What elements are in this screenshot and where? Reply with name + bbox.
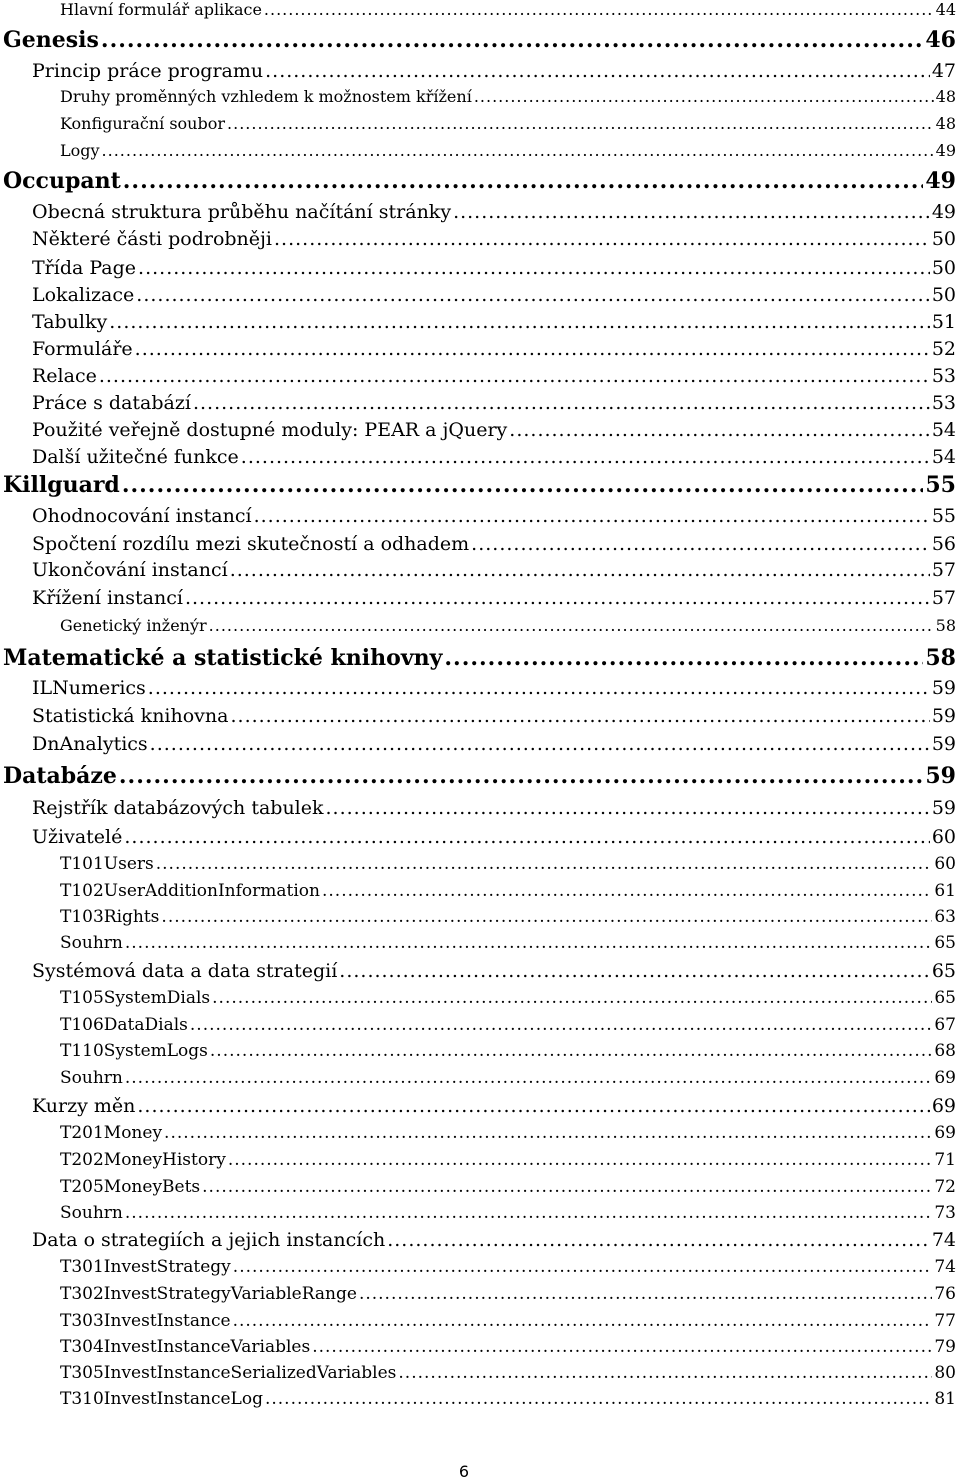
toc-leader-dots: [193, 392, 930, 414]
toc-leader-dots: [124, 826, 929, 848]
toc-entry-page: 59: [925, 763, 956, 789]
toc-entry-page: 58: [935, 616, 956, 635]
toc-leader-dots: [148, 677, 930, 699]
toc-entry-page: 53: [931, 365, 956, 387]
toc-entry[interactable]: [0, 168, 956, 194]
toc-entry[interactable]: [0, 27, 956, 53]
toc-leader-dots: [164, 1123, 932, 1143]
toc-entry-page: 47: [931, 60, 956, 82]
toc-entry[interactable]: [0, 559, 956, 581]
toc-entry[interactable]: [0, 1015, 956, 1035]
toc-entry-page: 51: [931, 311, 956, 333]
toc-entry-title: T301InvestStrategy: [60, 1257, 231, 1277]
toc-entry-title: T310InvestInstanceLog: [60, 1389, 263, 1409]
toc-entry-title: Relace: [32, 365, 97, 387]
toc-entry-page: 58: [925, 645, 956, 671]
toc-entry-title: Princip práce programu: [32, 60, 264, 82]
toc-entry-page: 60: [934, 854, 956, 874]
toc-leader-dots: [210, 1041, 932, 1061]
toc-entry-title: Konfigurační soubor: [60, 114, 226, 133]
toc-entry-page: 59: [931, 733, 956, 755]
toc-entry-title: T102UserAdditionInformation: [60, 881, 320, 901]
toc-entry-title: Data o strategiích a jejich instancích: [32, 1229, 386, 1251]
toc-entry-page: 49: [935, 141, 956, 160]
toc-entry-title: Tabulky: [32, 311, 108, 333]
toc-leader-dots: [135, 338, 930, 360]
toc-entry[interactable]: [0, 60, 956, 82]
toc-leader-dots: [101, 27, 923, 53]
toc-leader-dots: [509, 419, 930, 441]
toc-entry-title: Systémová data a data strategií: [32, 960, 338, 982]
toc-leader-dots: [161, 907, 932, 927]
toc-entry-page: 56: [931, 533, 956, 555]
toc-entry-title: Ukončování instancí: [32, 559, 228, 581]
toc-entry-title: Spočtení rozdílu mezi skutečností a odhadem: [32, 533, 470, 555]
toc-entry-title: Další užitečné funkce: [32, 446, 239, 468]
toc-leader-dots: [254, 505, 930, 527]
toc-entry-page: 50: [931, 257, 956, 279]
toc-entry-page: 69: [931, 1095, 956, 1117]
toc-entry-title: Genetický inženýr: [60, 616, 207, 635]
toc-entry-page: 77: [934, 1311, 956, 1331]
toc-entry-title: Occupant: [3, 168, 121, 194]
toc-entry-title: Killguard: [3, 472, 120, 498]
toc-entry-title: DnAnalytics: [32, 733, 148, 755]
toc-entry[interactable]: [0, 419, 956, 441]
toc-entry-page: 79: [934, 1337, 956, 1357]
toc-entry-page: 50: [931, 284, 956, 306]
toc-entry[interactable]: [0, 854, 956, 874]
toc-entry-page: 48: [935, 114, 956, 133]
toc-entry-title: T201Money: [60, 1123, 163, 1143]
toc-leader-dots: [387, 1229, 930, 1251]
toc-entry-title: Ohodnocování instancí: [32, 505, 252, 527]
toc-entry-page: 72: [934, 1177, 956, 1197]
toc-entry-page: 54: [931, 419, 956, 441]
toc-entry-page: 63: [934, 907, 956, 927]
toc-entry[interactable]: [0, 705, 956, 727]
toc-leader-dots: [99, 365, 930, 387]
toc-entry-title: T110SystemLogs: [60, 1041, 208, 1061]
toc-entry-page: 57: [931, 559, 956, 581]
toc-entry[interactable]: [0, 881, 956, 901]
toc-leader-dots: [137, 1095, 929, 1117]
toc-leader-dots: [228, 1150, 933, 1170]
toc-entry[interactable]: [0, 1150, 956, 1170]
toc-entry[interactable]: [0, 1363, 956, 1383]
toc-entry-title: ILNumerics: [32, 677, 146, 699]
toc-entry-title: Genesis: [3, 27, 99, 53]
toc-leader-dots: [109, 311, 930, 333]
toc-leader-dots: [233, 1311, 933, 1331]
toc-leader-dots: [102, 141, 934, 160]
toc-entry-page: 52: [931, 338, 956, 360]
toc-leader-dots: [359, 1284, 932, 1304]
toc-leader-dots: [264, 0, 934, 19]
toc-entry-page: 44: [935, 0, 956, 19]
toc-entry-title: Kurzy měn: [32, 1095, 136, 1117]
toc-entry[interactable]: [0, 1041, 956, 1061]
toc-entry-page: 73: [934, 1203, 956, 1223]
toc-entry[interactable]: [0, 1177, 956, 1197]
toc-entry-page: 55: [931, 505, 956, 527]
toc-entry-title: T205MoneyBets: [60, 1177, 201, 1197]
toc-entry-title: Uživatelé: [32, 826, 123, 848]
toc-leader-dots: [444, 645, 923, 671]
toc-entry-title: Rejstřík databázových tabulek: [32, 797, 324, 819]
toc-entry[interactable]: [0, 257, 956, 279]
toc-entry[interactable]: [0, 616, 956, 635]
toc-entry-title: T106DataDials: [60, 1015, 188, 1035]
toc-entry[interactable]: [0, 1337, 956, 1357]
toc-entry[interactable]: [0, 0, 956, 19]
toc-entry-page: 53: [931, 392, 956, 414]
toc-entry-page: 55: [925, 472, 956, 498]
toc-entry[interactable]: [0, 1284, 956, 1304]
toc-entry[interactable]: [0, 311, 956, 333]
toc-entry[interactable]: [0, 1068, 956, 1088]
toc-leader-dots: [123, 168, 924, 194]
toc-entry-page: 59: [931, 677, 956, 699]
toc-entry[interactable]: [0, 87, 956, 106]
toc-leader-dots: [212, 988, 932, 1008]
toc-leader-dots: [125, 933, 933, 953]
toc-leader-dots: [326, 797, 930, 819]
toc-entry-page: 76: [934, 1284, 956, 1304]
toc-entry-title: Souhrn: [60, 1203, 123, 1223]
toc-entry-page: 74: [931, 1229, 956, 1251]
toc-entry-page: 67: [934, 1015, 956, 1035]
toc-leader-dots: [265, 60, 930, 82]
toc-entry-title: Křížení instancí: [32, 587, 183, 609]
toc-entry-page: 71: [934, 1150, 956, 1170]
toc-entry-title: Databáze: [3, 763, 117, 789]
toc-entry-page: 81: [934, 1389, 956, 1409]
toc-entry[interactable]: [0, 988, 956, 1008]
toc-entry[interactable]: [0, 201, 956, 223]
toc-leader-dots: [265, 1389, 932, 1409]
toc-leader-dots: [312, 1337, 932, 1357]
toc-leader-dots: [274, 228, 930, 250]
toc-entry[interactable]: [0, 365, 956, 387]
toc-leader-dots: [230, 705, 929, 727]
toc-entry-title: T304InvestInstanceVariables: [60, 1337, 311, 1357]
toc-entry[interactable]: [0, 826, 956, 848]
toc-entry-page: 69: [934, 1068, 956, 1088]
toc-entry[interactable]: [0, 505, 956, 527]
toc-leader-dots: [119, 763, 923, 789]
toc-entry[interactable]: [0, 1311, 956, 1331]
toc-entry-title: T302InvestStrategyVariableRange: [60, 1284, 357, 1304]
toc-entry-title: Druhy proměnných vzhledem k možnostem křížení: [60, 87, 472, 106]
toc-entry-title: Formuláře: [32, 338, 133, 360]
toc-entry-title: T103Rights: [60, 907, 160, 927]
toc-entry-page: 74: [934, 1257, 956, 1277]
toc-leader-dots: [122, 472, 924, 498]
toc-entry-title: Statistická knihovna: [32, 705, 229, 727]
toc-leader-dots: [471, 533, 930, 555]
toc-leader-dots: [125, 1203, 933, 1223]
toc-entry-title: Hlavní formulář aplikace: [60, 0, 262, 19]
page-number: 6: [458, 1462, 470, 1481]
toc-entry[interactable]: [0, 960, 956, 982]
toc-entry-title: Práce s databází: [32, 392, 191, 414]
toc-leader-dots: [156, 854, 933, 874]
toc-entry-title: Obecná struktura průběhu načítání stránky: [32, 201, 452, 223]
toc-entry[interactable]: [0, 733, 956, 755]
toc-entry-page: 60: [931, 826, 956, 848]
toc-entry-title: Třída Page: [32, 257, 137, 279]
toc-entry[interactable]: [0, 645, 956, 671]
toc-entry[interactable]: [0, 472, 956, 498]
toc-entry-page: 68: [934, 1041, 956, 1061]
toc-entry-page: 80: [934, 1363, 956, 1383]
toc-entry-page: 65: [934, 933, 956, 953]
toc-entry-page: 46: [925, 27, 956, 53]
toc-leader-dots: [150, 733, 930, 755]
toc-entry[interactable]: [0, 533, 956, 555]
toc-entry-title: T101Users: [60, 854, 154, 874]
toc-entry-page: 48: [935, 87, 956, 106]
toc-entry[interactable]: [0, 763, 956, 789]
toc-entry-page: 65: [931, 960, 956, 982]
toc-leader-dots: [453, 201, 930, 223]
toc-entry-title: Matematické a statistické knihovny: [3, 645, 443, 671]
toc-leader-dots: [138, 257, 930, 279]
toc-leader-dots: [125, 1068, 933, 1088]
toc-entry[interactable]: [0, 284, 956, 306]
toc-entry[interactable]: [0, 446, 956, 468]
toc-leader-dots: [233, 1257, 933, 1277]
toc-entry-title: Souhrn: [60, 1068, 123, 1088]
toc-entry[interactable]: [0, 1257, 956, 1277]
toc-entry[interactable]: [0, 228, 956, 250]
toc-entry-title: Lokalizace: [32, 284, 135, 306]
toc-entry-title: T303InvestInstance: [60, 1311, 231, 1331]
toc-leader-dots: [190, 1015, 932, 1035]
toc-entry[interactable]: [0, 933, 956, 953]
toc-entry[interactable]: [0, 907, 956, 927]
toc-entry[interactable]: [0, 114, 956, 133]
toc-entry[interactable]: [0, 1123, 956, 1143]
toc-entry-page: 65: [934, 988, 956, 1008]
toc-entry-title: Souhrn: [60, 933, 123, 953]
toc-leader-dots: [209, 616, 934, 635]
toc-entry-page: 49: [931, 201, 956, 223]
toc-entry-page: 49: [925, 168, 956, 194]
toc-entry[interactable]: [0, 677, 956, 699]
toc-entry[interactable]: [0, 338, 956, 360]
toc-leader-dots: [227, 114, 934, 133]
toc-entry-title: Použité veřejně dostupné moduly: PEAR a jQuery: [32, 419, 508, 441]
toc-leader-dots: [474, 87, 934, 106]
toc-entry-title: Některé části podrobněji: [32, 228, 272, 250]
toc-entry-title: T305InvestInstanceSerializedVariables: [60, 1363, 397, 1383]
toc-leader-dots: [230, 559, 930, 581]
toc-entry[interactable]: [0, 141, 956, 160]
toc-entry-page: 59: [931, 797, 956, 819]
toc-entry-page: 50: [931, 228, 956, 250]
toc-entry[interactable]: [0, 1203, 956, 1223]
toc-entry-title: T105SystemDials: [60, 988, 211, 1008]
toc-entry-page: 57: [931, 587, 956, 609]
toc-leader-dots: [339, 960, 930, 982]
toc-leader-dots: [136, 284, 930, 306]
toc-entry[interactable]: [0, 392, 956, 414]
toc-leader-dots: [398, 1363, 932, 1383]
toc-entry[interactable]: [0, 797, 956, 819]
toc-leader-dots: [241, 446, 930, 468]
toc-entry-page: 61: [934, 881, 956, 901]
toc-entry-title: Logy: [60, 141, 100, 160]
toc-entry[interactable]: [0, 1389, 956, 1409]
toc-leader-dots: [185, 587, 930, 609]
toc-entry-page: 59: [931, 705, 956, 727]
toc-entry-page: 69: [934, 1123, 956, 1143]
toc-entry[interactable]: [0, 587, 956, 609]
toc-leader-dots: [322, 881, 932, 901]
toc-entry-title: T202MoneyHistory: [60, 1150, 226, 1170]
toc-leader-dots: [202, 1177, 932, 1197]
toc-entry-page: 54: [931, 446, 956, 468]
toc-entry[interactable]: [0, 1095, 956, 1117]
toc-entry[interactable]: [0, 1229, 956, 1251]
